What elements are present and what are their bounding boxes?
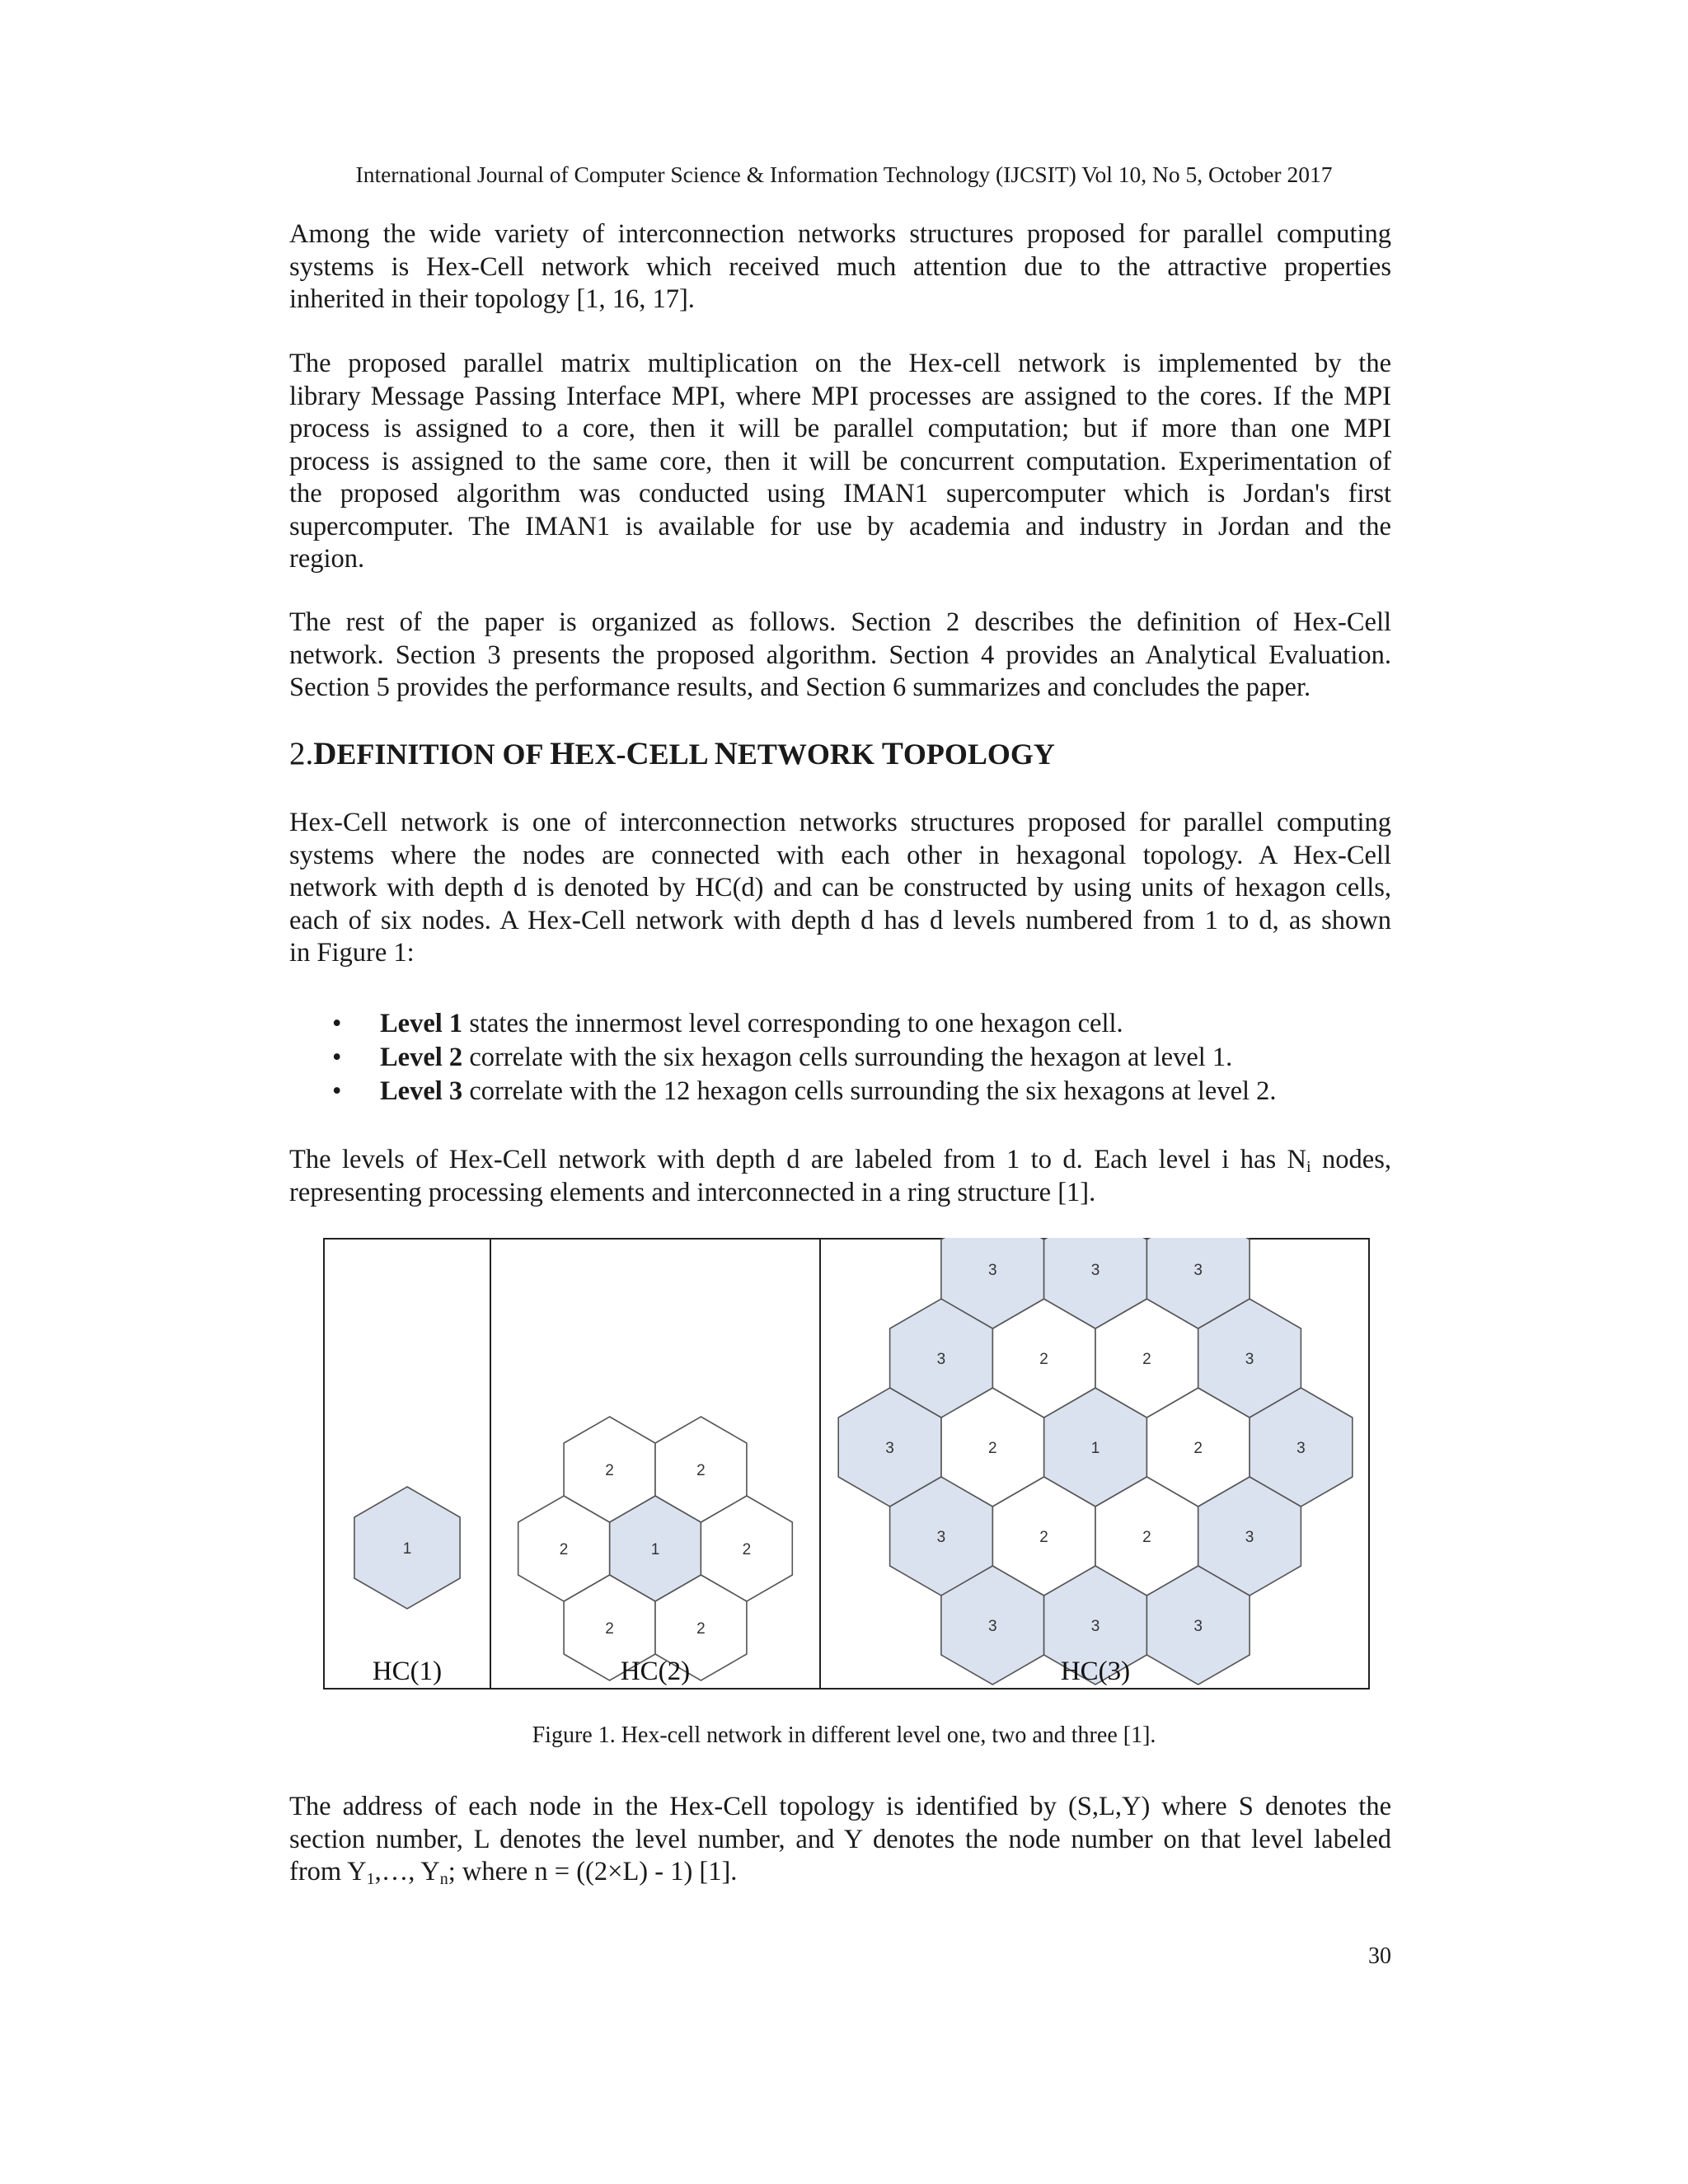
- hex-cell-label: 3: [885, 1440, 894, 1457]
- text-line: the proposed algorithm was conducted using IMAN1 supercomputer which is Jordan's first: [289, 479, 1391, 509]
- level-list: [289, 1007, 1391, 1108]
- page-number: 30: [1368, 1943, 1391, 1969]
- text-line: network with depth d is denoted by HC(d) and can be constructed by using units of hexagon cells,: [289, 873, 1391, 902]
- hex-cell-label: 2: [1193, 1440, 1203, 1457]
- text-line: [289, 1856, 1391, 1889]
- hex-cell-label: 3: [1296, 1440, 1306, 1457]
- hex-cell-label: 2: [696, 1620, 706, 1638]
- text-line: [289, 1144, 1391, 1177]
- heading-text: EX-: [574, 738, 626, 771]
- text-line: process is assigned to the same core, then it will be concurrent computation. Experimentation of: [289, 446, 1391, 476]
- list-item: [289, 1075, 1391, 1108]
- heading-cap: D: [313, 736, 337, 771]
- text-line: The rest of the paper is organized as follows. Section 2 describes the definition of Hex-Cell: [289, 607, 1391, 637]
- hex-cell-label: 2: [742, 1541, 752, 1558]
- hex-cell-label: 2: [696, 1462, 706, 1479]
- hex-cell-label: 3: [1090, 1618, 1100, 1635]
- hex-cell-label: 3: [1245, 1529, 1254, 1546]
- hc2-network: [518, 1417, 793, 1680]
- text-line: Hex-Cell network is one of interconnection networks structures proposed for parallel computing: [289, 808, 1391, 837]
- subscript: 1: [366, 1870, 375, 1888]
- level-description: correlate with the six hexagon cells surrounding the hexagon at level 1.: [462, 1043, 1233, 1072]
- hex-cell-label: 2: [605, 1620, 614, 1638]
- figure-caption: Figure 1. Hex-cell network in different level one, two and three [1].: [532, 1722, 1156, 1748]
- heading-text: OPOLOGY: [903, 738, 1055, 771]
- heading-cap: T: [881, 736, 903, 771]
- hex-cell-label: 3: [1245, 1351, 1254, 1368]
- hex-cell-label: 3: [988, 1618, 997, 1635]
- hex-cell-label: 2: [559, 1541, 569, 1558]
- heading-text: EFINITION OF: [336, 738, 551, 771]
- hex-cell-label: 1: [650, 1541, 660, 1558]
- text-line: The proposed parallel matrix multiplication on the Hex-cell network is implemented by the: [289, 349, 1391, 378]
- hex-cell-label: 2: [605, 1462, 614, 1479]
- heading-cap: C: [626, 736, 649, 771]
- subscript: i: [1306, 1158, 1311, 1176]
- panel-label-hc1: HC(1): [372, 1657, 443, 1686]
- level-term: Level 3: [380, 1076, 463, 1106]
- text-run: from Y: [289, 1857, 367, 1886]
- text-line: systems where the nodes are connected with each other in hexagonal topology. A Hex-Cell: [289, 840, 1391, 870]
- hex-cell-label: 1: [1090, 1440, 1100, 1457]
- hex-cell-label: 3: [988, 1262, 997, 1279]
- paragraph-intro: [289, 218, 1391, 316]
- paragraph-mpi: [289, 348, 1391, 576]
- heading-cap: N: [714, 736, 738, 771]
- panel-label-hc2: HC(2): [620, 1657, 691, 1686]
- text-line: representing processing elements and interconnected in a ring structure [1].: [289, 1177, 1096, 1207]
- bullet-icon: •: [332, 1009, 342, 1038]
- text-line: Section 5 provides the performance results, and Section 6 summarizes and concludes the paper.: [289, 673, 1311, 702]
- hex-cell-figure: [323, 1238, 1370, 1690]
- hex-cell-label: 2: [988, 1440, 997, 1457]
- text-run: ,…, Y: [374, 1857, 440, 1886]
- section-heading: [289, 735, 1055, 772]
- bullet-icon: •: [332, 1076, 342, 1106]
- text-line: systems is Hex-Cell network which received much attention due to the attractive properties: [289, 251, 1391, 282]
- hex-cell-label: 2: [1142, 1529, 1151, 1546]
- text-line: in Figure 1:: [289, 938, 415, 968]
- heading-cap: H: [550, 736, 575, 771]
- level-term: Level 2: [380, 1043, 463, 1072]
- bullet-icon: •: [332, 1043, 342, 1072]
- text-line: process is assigned to a core, then it will be parallel computation; but if more than one MPI: [289, 414, 1391, 443]
- running-header: International Journal of Computer Science & Information Technology (IJCSIT) Vol 10, No 5, October 2017: [355, 162, 1333, 187]
- hex-cell-label: 2: [1142, 1351, 1151, 1368]
- text-line: inherited in their topology [1, 16, 17].: [289, 284, 695, 314]
- list-item: [289, 1041, 1391, 1075]
- paragraph-address: [289, 1791, 1391, 1889]
- text-run: The levels of Hex-Cell network with depth d are labeled from 1 to d. Each level i has N: [289, 1145, 1307, 1174]
- text-line: supercomputer. The IMAN1 is available for use by academia and industry in Jordan and the: [289, 511, 1391, 541]
- text-line: Among the wide variety of interconnection networks structures proposed for parallel computing: [289, 219, 1391, 249]
- level-description: states the innermost level corresponding to one hexagon cell.: [462, 1009, 1123, 1038]
- hex-cell-label: 1: [402, 1540, 412, 1558]
- text-line: region.: [289, 544, 365, 574]
- hex-cell-label: 2: [1039, 1529, 1048, 1546]
- heading-text: ETWORK: [737, 738, 882, 771]
- level-term: Level 1: [380, 1009, 463, 1038]
- text-line: section number, L denotes the level number, and Y denotes the node number on that level labeled: [289, 1824, 1391, 1854]
- hex-cell-label: 3: [1193, 1618, 1203, 1635]
- hc1-network: [354, 1487, 460, 1609]
- text-line: each of six nodes. A Hex-Cell network with depth d has d levels numbered from 1 to d, as shown: [289, 905, 1391, 935]
- hex-cell-label: 3: [1090, 1262, 1100, 1279]
- paragraph-definition: [289, 807, 1391, 970]
- text-line: library Message Passing Interface MPI, where MPI processes are assigned to the cores. If the MPI: [289, 381, 1391, 411]
- subscript: n: [439, 1870, 448, 1888]
- hc3-network: [838, 1238, 1353, 1685]
- text-run: nodes,: [1311, 1145, 1391, 1174]
- level-description: correlate with the 12 hexagon cells surrounding the six hexagons at level 2.: [462, 1076, 1277, 1106]
- list-item: [289, 1007, 1391, 1041]
- hex-cell-label: 3: [936, 1351, 946, 1368]
- heading-text: ELL: [649, 738, 715, 771]
- hex-cell-label: 3: [936, 1529, 946, 1546]
- paragraph-organization: [289, 607, 1391, 705]
- text-line: The address of each node in the Hex-Cell topology is identified by (S,L,Y) where S denotes the: [289, 1792, 1391, 1821]
- text-run: ; where n = ((2×L) - 1) [1].: [448, 1857, 738, 1886]
- hex-cell-label: 3: [1193, 1262, 1203, 1279]
- paragraph-levels: [289, 1144, 1391, 1209]
- section-number: 2.: [289, 736, 314, 771]
- panel-label-hc3: HC(3): [1060, 1657, 1131, 1686]
- hex-cell-label: 2: [1039, 1351, 1048, 1368]
- text-line: network. Section 3 presents the proposed algorithm. Section 4 provides an Analytical Evaluation.: [289, 640, 1391, 670]
